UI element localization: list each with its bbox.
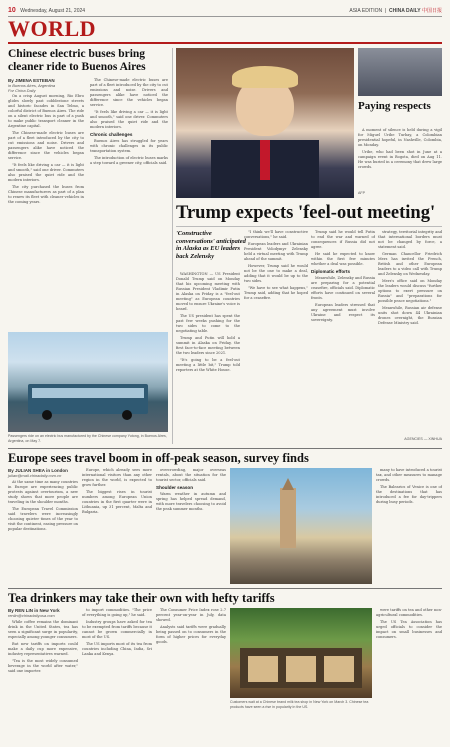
tie-shape — [260, 140, 270, 180]
article3-paragraph: The biggest rises in tourist numbers among European Union countries in the first quarter were in Lithuania, up 31 percent, Malta and Bulgaria. — [82, 490, 152, 514]
article2-paragraph: Trump said he would tell Putin to end the war and warned of consequences if Russia did not agree. — [311, 230, 375, 249]
article1-paragraph: The city purchased the buses from Chinese manufacturers as part of a plan to renew its fleet with cleaner vehicles in the coming years. — [8, 185, 84, 204]
article3-column-1 — [8, 480, 78, 584]
article4-contact: renlin@chinadailyusa.com — [8, 613, 55, 618]
article2-paragraph: "We have to see what happens," Trump said, adding that he hoped for a ceasefire. — [244, 286, 308, 300]
tower-roof-shape — [282, 478, 294, 490]
sidebar-paragraph: Uribe, who had been shot in June at a campaign event in Bogota, died on Aug 11. He was buried in a ceremony that drew large crowds. — [358, 150, 442, 169]
article2-column-2 — [244, 230, 308, 444]
paper-name: CHINA DAILY — [389, 7, 421, 14]
sidebar-photo — [358, 48, 442, 96]
article4-paragraph: to import commodities. "The price of everything is going up," he said. — [82, 608, 152, 617]
article1-photo-electric-bus — [8, 332, 168, 432]
article2-column-3 — [311, 230, 375, 444]
article2-deck: 'Constructive conversations' anticipated in Alaska as EU leaders back Zelensky — [176, 230, 246, 260]
page-header: 10 Wednesday, August 21, 2024 ASIA EDITION | CHINA DAILY 中国日报 — [8, 4, 442, 17]
article4-paragraph: While coffee remains the dominant drink in the United States, tea has seen a significant surge in popularity, especially among younger consumers. — [8, 620, 78, 639]
article1-paragraph: On a crisp August morning, Rio Ebro glides slowly past cobblestone streets and historic facades in San Telmo, a colorful district of Buenos Aires. The ride on a silent electric bus is part of a push to make public transport cleaner in the Argentine capital. — [8, 94, 84, 128]
article4-paragraph: Industry groups have asked for tea to be exempted from tariffs because it cannot be grown commercially in most of the US. — [82, 620, 152, 639]
article2-paragraph: WASHINGTON — US President Donald Trump said on Monday that his upcoming meeting with Russian President Vladimir Putin in Alaska on Friday is a "feel-out meeting" as European countries moved to ensure Ukraine's voice is heard. — [176, 272, 240, 311]
article4-paragraph: The US imports most of its tea from countries including China, India, Sri Lanka and Kenya. — [82, 642, 152, 656]
section-title: WORLD — [8, 16, 97, 41]
article4-photo-tea-shop — [230, 608, 372, 698]
article3-column-4 — [376, 468, 442, 584]
article4-byline: By REN LIN in New York — [8, 608, 60, 613]
article1-contact: For China Daily — [8, 88, 36, 93]
article4-column-2 — [82, 608, 152, 742]
column-divider — [172, 48, 173, 444]
article2-paragraph: strategy, territorial integrity and that international borders must not be changed by force, a statement said. — [378, 230, 442, 249]
article3-paragraph: Europe, which already sees more international visitors than any other region in the world, is expected to grow further. — [82, 468, 152, 487]
sidebar-text — [358, 128, 442, 190]
section-rule — [8, 42, 442, 44]
issue-date: Wednesday, August 21, 2024 — [20, 7, 86, 14]
article4-paragraph: The Consumer Price Index rose 2.7 percent year-on-year in July, data showed. — [156, 608, 226, 622]
article3-paragraph: The European Travel Commission said travelers were increasingly choosing quieter times of the year to visit the continent, easing pressure on popular destinations. — [8, 507, 78, 531]
article1-paragraph: The Chinese-made electric buses are part of a fleet introduced by the city to cut emissions and noise. Drivers and passengers alike have noticed the difference since the vehicles began service. — [90, 78, 168, 107]
article4-column-4 — [376, 608, 442, 742]
article3-headline: Europe sees travel boom in off-peak season, survey finds — [8, 451, 309, 465]
article1-paragraph: "It feels like driving a car — it is light and smooth," said one driver. Commuters also praised the quiet ride and the modern interiors. — [8, 163, 84, 182]
sidebar-credit: AFP — [358, 191, 365, 195]
article1-byline: By JIMENA ESTEBAN — [8, 78, 55, 83]
article2-paragraph: German Chancellor Friedrich Merz has invited the French, British and other European leaders to a video call with Trump and Zelensky on Wednesday. — [378, 252, 442, 276]
sidebar-headline: Paying respects — [358, 100, 431, 112]
tower-shape — [280, 488, 296, 548]
article1-paragraph: The Chinese-made electric buses are part of a fleet introduced by the city to cut emissions and noise. Drivers and passengers alike have noticed the difference since the vehicles began service. — [8, 131, 84, 160]
hair-shape — [232, 66, 298, 88]
article2-paragraph: Meanwhile, Russian air defense units shot down 44 Ukrainian drones overnight, the Russian Defense Ministry said. — [378, 306, 442, 325]
page-number: 10 — [8, 6, 16, 14]
bus-wheel-shape — [122, 410, 132, 420]
article3-paragraph: The Balearics of Venice is one of the destinations that has introduced a fee for day-trippers during busy periods. — [376, 485, 442, 504]
article1-headline: Chinese electric buses bring cleaner ride to Buenos Aires — [8, 48, 146, 73]
article4-paragraph: were tariffs on tea and other non-agricultural commodities. — [376, 608, 442, 617]
article2-paragraph: Merz's office said on Monday the leaders would discuss "further options to exert pressure on Russia" and "preparations for possible peace negotiations." — [378, 279, 442, 303]
article1-column-2 — [90, 78, 168, 358]
article4-column-1 — [8, 620, 78, 742]
article2-paragraph: Meanwhile, Zelensky and Russia are preparing for a potential ceasefire, officials said. Diplomatic efforts have continued on several fronts. — [311, 276, 375, 300]
article2-paragraph: European leaders stressed that any agreement must involve Ukraine and respect its sovereignty. — [311, 303, 375, 322]
article2-column-4 — [378, 230, 442, 436]
edition-label: ASIA EDITION — [349, 7, 383, 14]
shop-window-shape — [324, 656, 354, 682]
article4-headline: Tea drinkers may take their own with hefty tariffs — [8, 591, 275, 605]
article3-column-3 — [156, 468, 226, 584]
section-divider — [8, 588, 442, 589]
article3-paragraph: Warm weather in autumn and spring has helped spread demand, with more travelers choosing to avoid the peak summer months. — [156, 492, 226, 511]
article2-paragraph: European leaders and Ukrainian President Volodymyr Zelensky held a virtual meeting with Trump ahead of the summit. — [244, 242, 308, 261]
article1-paragraph: "It feels like driving a car — it is light and smooth," said one driver. Commuters also praised the quiet ride and the modern interiors. — [90, 110, 168, 129]
article1-column-1 — [8, 94, 84, 328]
article2-photo-trump — [176, 48, 354, 198]
article4-paragraph: "Tea is the most widely consumed beverage in the world after water," said one importer. — [8, 659, 78, 673]
article2-paragraph: He said he expected to know within the first few minutes whether a deal was possible. — [311, 252, 375, 266]
article3-subhead: Shoulder season — [156, 485, 194, 490]
article1-subhead: Chronic challenges — [90, 132, 133, 137]
article3-paragraph: overcrowding, major overseas rentals, about the situation for the tourist sector, officials said. — [156, 468, 226, 482]
sidebar-paying-respects — [358, 48, 442, 198]
article4-paragraph: The US Tea Association has urged officials to consider the impact on small businesses and consumers. — [376, 620, 442, 639]
article1-photo-caption: Passengers ride on an electric bus manufactured by the Chinese company Yutong, in Buenos Aires, Argentina, on May 7. — [8, 434, 167, 443]
article4-paragraph: Analysts said tariffs were gradually being passed on to consumers in the form of higher prices for everyday goods. — [156, 625, 226, 644]
article2-headline: Trump expects 'feel-out meeting' — [176, 203, 436, 223]
shop-window-shape — [286, 656, 316, 682]
shop-window-shape — [248, 656, 278, 682]
article2-paragraph: "I think we'll have constructive conversations," he said. — [244, 230, 308, 239]
article1-location: in Buenos Aires, Argentina — [8, 83, 56, 88]
article3-contact: julian@mail.chinadaily.com.cn — [8, 473, 62, 478]
article2-column-1 — [176, 272, 240, 444]
article3-paragraph: At the same time as many countries in Europe are experiencing public protests against overtourism, a new study shows that more people are traveling in the shoulder months. — [8, 480, 78, 504]
article2-credit: AGENCIES — XINHUA — [404, 437, 442, 441]
article2-paragraph: Trump and Putin will hold a summit in Alaska on Friday, the first face-to-face meeting between the two leaders since 2021. — [176, 336, 240, 355]
article2-paragraph: "It's going to be a feel-out meeting a little bit," Trump told reporters at the White House. — [176, 358, 240, 372]
article3-byline: By JULIAN SHEA in London — [8, 468, 68, 473]
article4-photo-caption: Customers wait at a Chinese brand milk tea shop in New York on March 3. Chinese tea products have seen a rise in popularity in the US. — [230, 700, 369, 709]
article3-column-2 — [82, 468, 152, 584]
paper-name-cn: 中国日报 — [421, 7, 442, 14]
article4-paragraph: But new tariffs on imports could make a daily cup more expensive, industry representatives warned. — [8, 642, 78, 656]
article3-photo-venice — [230, 468, 372, 584]
article4-column-3 — [156, 608, 226, 742]
article3-paragraph: many to have introduced a tourist tax, and other measures to manage crowds. — [376, 468, 442, 482]
article1-paragraph: Buenos Aires has struggled for years with chronic challenges in its public transportation system. — [90, 139, 168, 153]
article2-paragraph: The US president has spent the past few weeks pushing for the two sides to come to the negotiating table. — [176, 314, 240, 333]
bus-wheel-shape — [42, 410, 52, 420]
article2-subhead: Diplomatic efforts — [311, 269, 351, 274]
article1-paragraph: The introduction of electric buses marks a step toward a greener city, officials said. — [90, 156, 168, 165]
sidebar-paragraph: A moment of silence is held during a vigil for Miguel Uribe Turbay, a Colombian presidential hopeful, in Nashville, Colombia, on Monday. — [358, 128, 442, 147]
article2-paragraph: However, Trump said he would not be the one to make a deal, adding that it would be up to the two sides. — [244, 264, 308, 283]
bus-windows-shape — [32, 388, 144, 398]
headline-rule — [176, 226, 442, 227]
section-divider — [8, 448, 442, 449]
